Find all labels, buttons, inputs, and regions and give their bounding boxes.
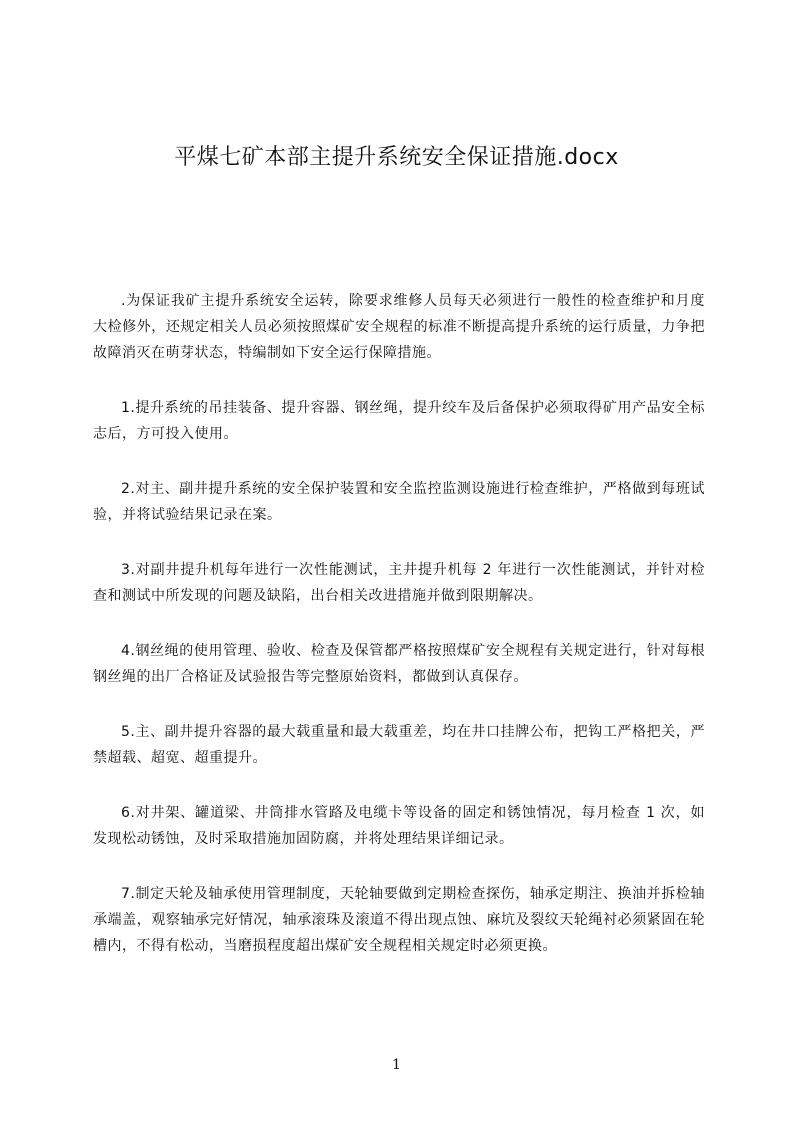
paragraph-4: 4.钢丝绳的使用管理、验收、检查及保管都严格按照煤矿安全规程有关规定进行，针对每根钢丝绳的出厂合格证及试验报告等完整原始资料，都做到认真保存。 [93,643,705,685]
document-body [93,288,705,988]
page-number: 1 [392,1057,401,1073]
paragraph-7: 7.制定天轮及轴承使用管理制度，天轮轴要做到定期检查探伤，轴承定期注、换油并拆检轴承端盖，观察轴承完好情况，轴承滚珠及滚道不得出现点蚀、麻坑及裂纹天轮绳衬必须紧固在轮槽内，不得有松动，当磨损程度超出煤矿安全规程相关规定时必须更换。 [93,886,705,954]
paragraph-6: 6.对井架、罐道梁、井筒排水管路及电缆卡等设备的固定和锈蚀情况，每月检查 1 次，如发现松动锈蚀，及时采取措施加固防腐，并将处理结果详细记录。 [93,805,705,847]
paragraph-3: 3.对副井提升机每年进行一次性能测试，主井提升机每 2 年进行一次性能测试，并针对检查和测试中所发现的问题及缺陷，出台相关改进措施并做到限期解决。 [93,562,705,604]
paragraph-2: 2.对主、副井提升系统的安全保护装置和安全监控监测设施进行检查维护，严格做到每班试验，并将试验结果记录在案。 [93,481,705,523]
paragraph-intro: .为保证我矿主提升系统安全运转，除要求维修人员每天必须进行一般性的检查维护和月度大检修外，还规定相关人员必须按照煤矿安全规程的标准不断提高提升系统的运行质量，力争把故障消灭在萌芽状态，特编制如下安全运行保障措施。 [93,293,705,361]
paragraph-5: 5.主、副井提升容器的最大载重量和最大载重差，均在井口挂牌公布，把钩工严格把关，严禁超载、超宽、超重提升。 [93,724,705,766]
paragraph-1: 1.提升系统的吊挂装备、提升容器、钢丝绳，提升绞车及后备保护必须取得矿用产品安全标志后，方可投入使用。 [93,400,705,442]
page-title: 平煤七矿本部主提升系统安全保证措施.docx [174,145,619,170]
